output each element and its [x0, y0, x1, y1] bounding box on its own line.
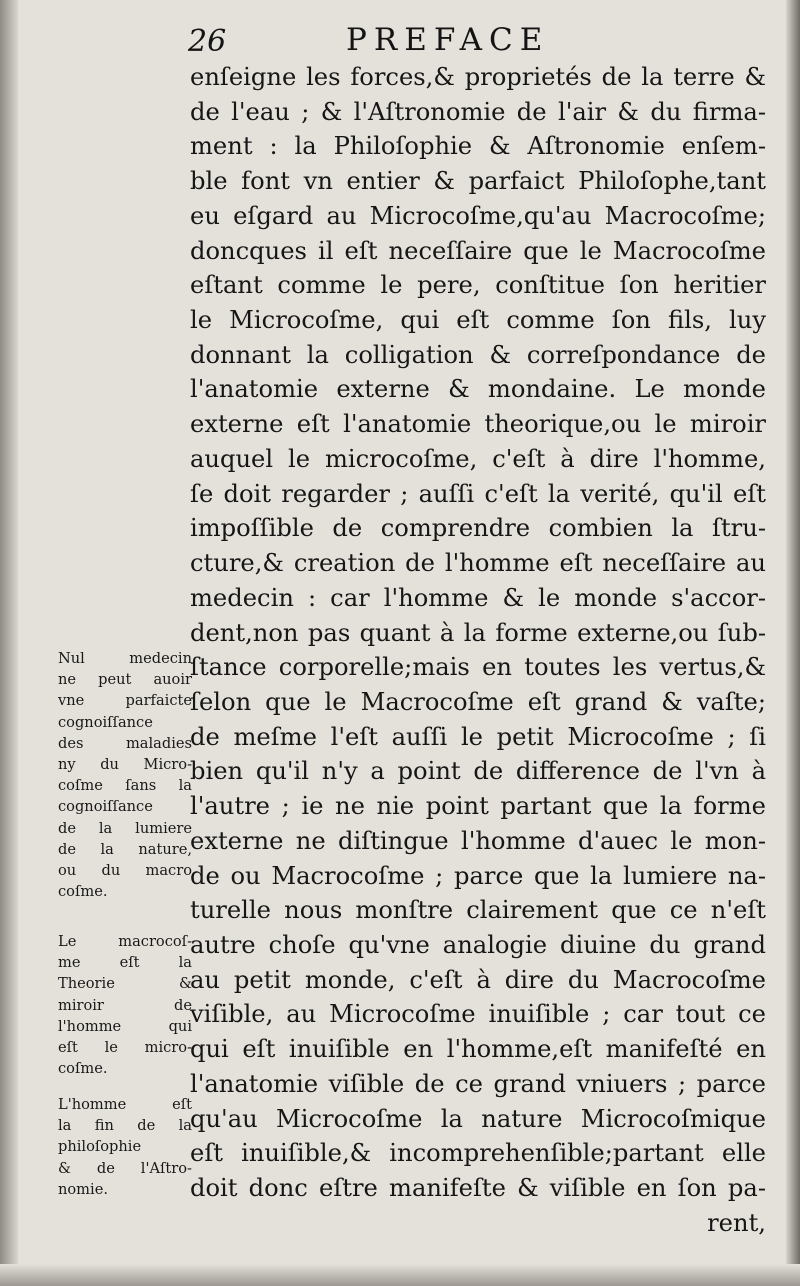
- text-line: cture,& creation de l'homme eſt neceſſaire au: [190, 549, 766, 578]
- margin-note-line: coſme.: [58, 883, 108, 901]
- text-line: viſible, au Microcoſme inuiſible ; car tout ce: [190, 1000, 766, 1029]
- text-line: de ou Macrocoſme ; parce que la lumiere na-: [190, 861, 766, 890]
- text-line: l'anatomie viſible de ce grand vniuers ; parce: [190, 1069, 766, 1098]
- text-line: ment : la Philoſophie & Aſtronomie enſem-: [190, 132, 766, 161]
- page-right-edge: [786, 0, 800, 1286]
- text-line: l'anatomie externe & mondaine. Le monde: [190, 375, 766, 404]
- margin-note-line: & de l'Aſtro-: [58, 1159, 192, 1177]
- margin-note-line: L'homme eſt: [58, 1096, 192, 1113]
- text-line: ſelon que le Macrocoſme eſt grand & vaſte;: [190, 687, 766, 716]
- text-line: ſtance corporelle;mais en toutes les vertus,&: [190, 653, 766, 682]
- margin-note-line: de la lumiere: [58, 819, 192, 837]
- page-number: 26: [188, 24, 227, 59]
- text-line: enſeigne les forces,& proprietés de la terre &: [190, 63, 766, 91]
- margin-note-line: me eſt la: [58, 954, 192, 972]
- text-line: de l'eau ; & l'Aſtronomie de l'air & du firma-: [190, 97, 766, 126]
- body-text: [190, 60, 766, 1240]
- text-line: ble font vn entier & parfaict Philoſophe,tant: [190, 167, 766, 196]
- text-line: auquel le microcoſme, c'eſt à dire l'homme,: [190, 444, 766, 473]
- margin-note-line: eſt le micro-: [58, 1038, 192, 1056]
- text-line: ſe doit regarder ; auſſi c'eſt la verité, qu'il eſt: [190, 479, 766, 508]
- text-line: rent,: [707, 1208, 766, 1237]
- text-line: eu eſgard au Microcoſme,qu'au Macrocoſme;: [190, 201, 766, 230]
- margin-note-line: vne parfaicte: [58, 692, 192, 710]
- margin-note-line: coſme ſans la: [58, 777, 192, 795]
- margin-note-line: miroir de: [58, 996, 192, 1014]
- text-line: donnant la colligation & correſpondance de: [190, 340, 766, 369]
- text-line: eſtant comme le pere, conſtitue ſon heritier: [190, 271, 766, 300]
- text-line: eſt inuiſible,& incomprehenſible;partant elle: [190, 1139, 766, 1168]
- margin-note: [58, 1094, 192, 1200]
- page-header: [188, 18, 768, 58]
- text-line: impoſſible de comprendre combien la ſtru-: [190, 514, 766, 543]
- margin-note-line: de la nature,: [58, 840, 192, 858]
- text-line: au petit monde, c'eſt à dire du Macrocoſme: [190, 965, 766, 994]
- margin-note-line: la fin de la: [58, 1117, 192, 1135]
- margin-note-line: Le macrocoſ-: [58, 933, 192, 950]
- margin-note-line: ou du macro: [58, 861, 192, 879]
- margin-note-line: ny du Micro-: [58, 755, 192, 773]
- margin-note-line: Nul medecin: [58, 650, 192, 667]
- margin-note-line: coſme.: [58, 1060, 108, 1078]
- text-line: de meſme l'eſt auſſi le petit Microcoſme ; ſi: [190, 722, 766, 751]
- text-line: le Microcoſme, qui eſt comme ſon fils, luy: [190, 306, 766, 335]
- margin-note-line: cognoiſſance: [58, 798, 153, 816]
- margin-note: [58, 648, 192, 902]
- text-line: autre choſe qu'vne analogie diuine du grand: [190, 930, 766, 959]
- margin-note-line: l'homme qui: [58, 1017, 192, 1035]
- margin-note: [58, 931, 192, 1079]
- margin-note-line: des maladies: [58, 734, 192, 752]
- page-left-edge: [0, 0, 18, 1286]
- text-line: externe eſt l'anatomie theorique,ou le miroir: [190, 410, 766, 439]
- text-line: dent,non pas quant à la forme externe,ou ſub-: [190, 618, 766, 647]
- text-line: medecin : car l'homme & le monde s'accor-: [190, 583, 766, 612]
- text-line: externe ne diſtingue l'homme d'auec le mon-: [190, 826, 766, 855]
- text-line: turelle nous monſtre clairement que ce n'eſt: [190, 896, 766, 925]
- running-title: PREFACE: [346, 22, 550, 58]
- text-line: qui eſt inuiſible en l'homme,eſt manifeſté en: [190, 1035, 766, 1064]
- page-bottom-edge: [0, 1264, 800, 1286]
- margin-note-line: nomie.: [58, 1180, 108, 1198]
- text-line: doit donc eſtre manifeſte & viſible en ſon pa-: [190, 1174, 766, 1202]
- margin-note-line: Theorie &: [58, 975, 192, 993]
- text-line: doncques il eſt neceſſaire que le Macrocoſme: [190, 236, 766, 265]
- margin-note-line: ne peut auoir: [58, 671, 192, 689]
- margin-note-line: cognoiſſance: [58, 713, 153, 731]
- margin-note-line: philoſophie: [58, 1138, 142, 1156]
- text-line: qu'au Microcoſme la nature Microcoſmique: [190, 1104, 766, 1133]
- text-line: bien qu'il n'y a point de difference de l'vn à: [190, 757, 766, 786]
- text-line: l'autre ; ie ne nie point partant que la forme: [190, 792, 766, 821]
